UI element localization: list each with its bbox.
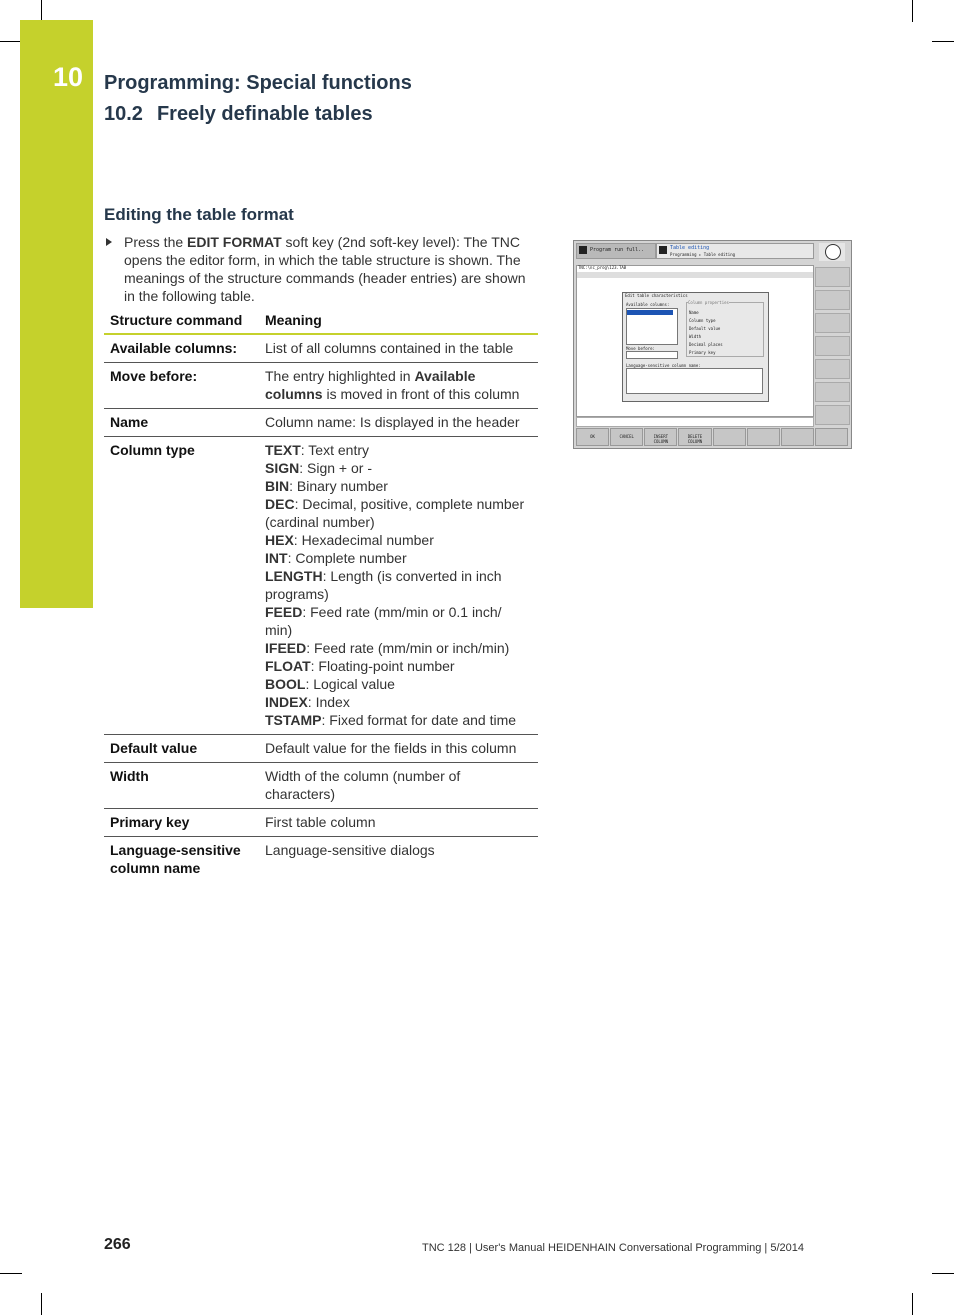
mode-left-label: Program run full..: [590, 247, 645, 253]
softkey-empty: [713, 428, 746, 446]
meaning-cell: [253, 363, 538, 409]
command-cell: Column type: [104, 437, 253, 735]
table-header: Meaning: [253, 307, 538, 334]
type-entry: [265, 567, 532, 603]
crop-mark: [932, 41, 954, 42]
meaning-bold: Available columns: [265, 368, 476, 402]
page-number: 266: [104, 1236, 131, 1253]
type-entry: [265, 603, 532, 639]
type-entry: [265, 495, 532, 531]
type-entry: [265, 675, 532, 693]
softkey-empty: [815, 428, 848, 446]
instruction-prefix: Press the: [124, 234, 188, 250]
status-bar: [576, 417, 814, 427]
type-entry: [265, 693, 532, 711]
table-header-row: [104, 307, 538, 334]
type-entry: [265, 657, 532, 675]
type-key: LENGTH: [265, 568, 323, 584]
type-key: HEX: [265, 532, 294, 548]
instruction-bullet: [106, 233, 531, 305]
type-desc: : Decimal, positive, complete number (cardinal number): [265, 496, 525, 530]
prop-label: Name: [689, 310, 699, 315]
meaning-text: The entry highlighted in: [265, 368, 415, 384]
side-softkey: [815, 267, 850, 287]
type-key: TEXT: [265, 442, 301, 458]
prop-label: Width: [689, 334, 702, 339]
table-header-bar: [577, 272, 813, 278]
softkey-delete-column: DELETE COLUMN: [678, 428, 711, 446]
table-header: Structure command: [104, 307, 253, 334]
type-desc: : Feed rate (mm/min or inch/min): [306, 640, 510, 656]
chapter-title: Programming: Special functions: [104, 72, 412, 94]
crop-mark: [912, 0, 913, 22]
side-softkey: [815, 382, 850, 402]
type-desc: : Hexadecimal number: [293, 532, 434, 548]
side-softkeys: [815, 267, 850, 428]
prop-label: Column type: [689, 318, 716, 323]
mode-program-run: [576, 243, 656, 259]
command-cell: Available columns:: [104, 334, 253, 363]
command-cell: Language-sensitive column name: [110, 842, 241, 876]
type-desc: : Complete number: [287, 550, 407, 566]
type-key: INT: [265, 550, 288, 566]
prop-label: Decimal places: [689, 342, 723, 347]
meaning-cell: Width of the column (number of characters): [253, 763, 538, 809]
dialog-title: Edit table characteristics: [625, 293, 688, 298]
chapter-tab: [20, 20, 93, 608]
crop-mark: [912, 1293, 913, 1315]
type-key: SIGN: [265, 460, 300, 476]
mode-right-label: Table editing: [670, 245, 710, 251]
command-cell: Primary key: [104, 809, 253, 837]
edit-icon: [659, 246, 667, 254]
type-key: BOOL: [265, 676, 306, 692]
type-entry: [265, 459, 532, 477]
type-entry: [265, 441, 532, 459]
softkey-insert-column: INSERT COLUMN: [644, 428, 677, 446]
meaning-cell: Default value for the fields in this column: [253, 735, 538, 763]
clock-icon: [819, 243, 845, 261]
props-labels: [689, 309, 723, 357]
type-desc: : Feed rate (mm/min or 0.1 inch/ min): [265, 604, 502, 638]
command-cell: Move before:: [104, 363, 253, 409]
command-cell: Name: [104, 409, 253, 437]
type-desc: : Logical value: [305, 676, 395, 692]
side-softkey: [815, 359, 850, 379]
footer-text: TNC 128 | User's Manual HEIDENHAIN Conversational Programming | 5/2014: [422, 1242, 804, 1254]
type-desc: : Index: [307, 694, 350, 710]
crop-mark: [0, 1273, 22, 1274]
softkey-ok: OK: [576, 428, 609, 446]
prop-label: Primary key: [689, 350, 716, 355]
meaning-cell: First table column: [253, 809, 538, 837]
crop-mark: [41, 1293, 42, 1315]
instruction-text: [124, 233, 531, 305]
crop-mark: [0, 41, 22, 42]
arrow-icon: [106, 238, 112, 246]
available-columns-label: Available columns:: [626, 302, 670, 307]
type-entry: [265, 711, 532, 729]
meaning-cell: Language-sensitive dialogs: [265, 842, 435, 858]
table-row: [104, 334, 538, 363]
type-desc: : Floating-point number: [310, 658, 455, 674]
column-properties: [686, 302, 764, 357]
type-entry: [265, 477, 532, 495]
type-desc: : Sign + or -: [299, 460, 372, 476]
command-cell: Default value: [104, 735, 253, 763]
type-entry: [265, 639, 532, 657]
softkey-row: [576, 428, 848, 446]
table-row: [104, 437, 538, 735]
section-title: [104, 103, 373, 126]
softkey-empty: [747, 428, 780, 446]
command-cell: Width: [104, 763, 253, 809]
type-key: TSTAMP: [265, 712, 322, 728]
meaning-cell: Column name: Is displayed in the header: [253, 409, 538, 437]
side-softkey: [815, 313, 850, 333]
mode-table-editing: [656, 243, 814, 259]
table-row: [104, 735, 538, 763]
mode-path: Programming ▸ Table editing: [670, 252, 736, 257]
type-entry: [265, 531, 532, 549]
table-row: [104, 363, 538, 409]
tnc-screenshot: [573, 240, 852, 449]
softkey-empty: [781, 428, 814, 446]
edit-dialog: [622, 292, 769, 402]
move-before-select: [626, 351, 678, 359]
type-key: FLOAT: [265, 658, 311, 674]
program-run-icon: [579, 246, 587, 254]
file-path: TNC:\nc_prog\123.TAB: [578, 265, 627, 270]
table-row: [104, 409, 538, 437]
type-desc: : Length (is converted in inch programs): [265, 568, 502, 602]
table-row: [104, 837, 538, 883]
prop-label: Default value: [689, 326, 721, 331]
selected-row: [627, 310, 673, 315]
meaning-cell: List of all columns contained in the table: [253, 334, 538, 363]
soft-key-name: EDIT FORMAT: [187, 234, 282, 250]
type-key: FEED: [265, 604, 303, 620]
table-row: [104, 763, 538, 809]
crop-mark: [932, 1273, 954, 1274]
table-row: [104, 809, 538, 837]
side-softkey: [815, 405, 850, 425]
props-title: Column properties: [688, 300, 729, 305]
instruction-rest: soft key (2nd soft-key level): The TNC opens the editor form, in which the table structure is shown. The meanings of the structure commands (header entries) are shown in the following table.: [124, 234, 526, 304]
type-desc: : Binary number: [289, 478, 388, 494]
meaning-text: is moved in front of this column: [322, 386, 520, 402]
crop-mark: [41, 0, 42, 22]
chapter-number: 10: [53, 62, 84, 92]
side-softkey: [815, 290, 850, 310]
type-key: IFEED: [265, 640, 307, 656]
type-desc: : Fixed format for date and time: [321, 712, 517, 728]
section-name: Freely definable tables: [156, 103, 373, 125]
language-label: Language-sensitive column name:: [626, 363, 701, 368]
language-list: [626, 368, 763, 394]
subheading: Editing the table format: [104, 205, 294, 224]
structure-table: [104, 307, 538, 882]
type-key: INDEX: [265, 694, 308, 710]
side-softkey: [815, 336, 850, 356]
softkey-cancel: CANCEL: [610, 428, 643, 446]
clock-face: [825, 244, 841, 260]
type-desc: : Text entry: [300, 442, 369, 458]
type-key: BIN: [265, 478, 290, 494]
move-before-label: Move before:: [626, 346, 655, 351]
available-columns-list: [626, 308, 678, 345]
type-entry: [265, 549, 532, 567]
type-key: DEC: [265, 496, 295, 512]
meaning-cell: [253, 437, 538, 735]
section-number: 10.2: [104, 103, 143, 125]
